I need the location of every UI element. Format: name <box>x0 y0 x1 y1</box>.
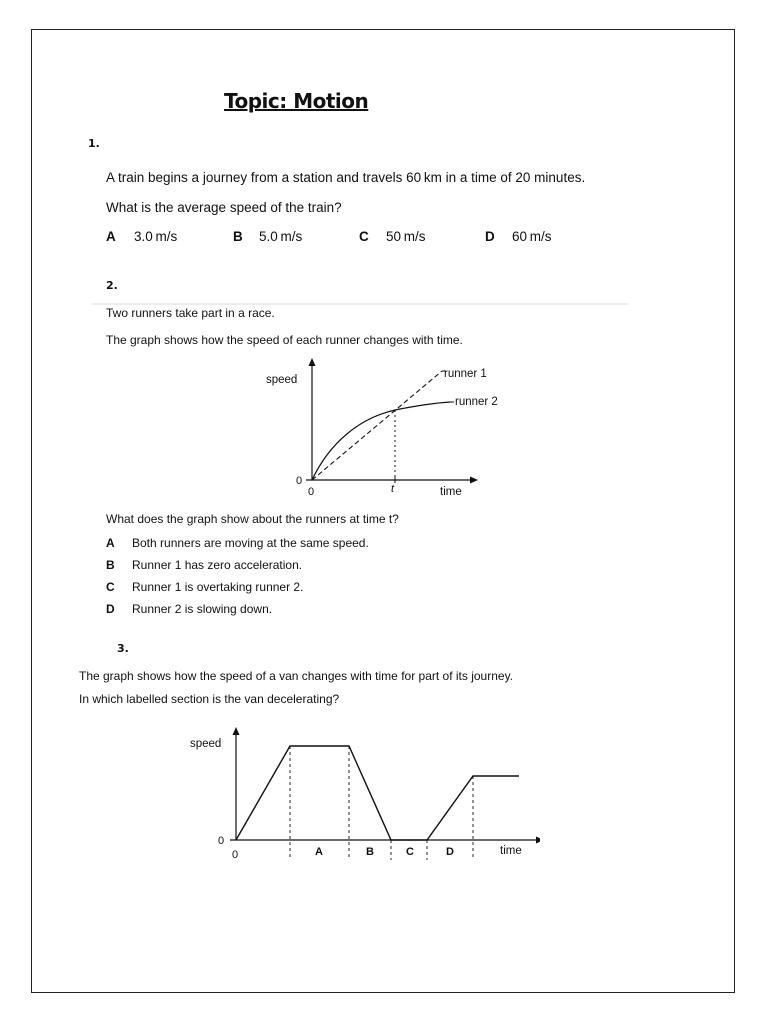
q2-option-d-text: Runner 2 is slowing down. <box>132 602 273 616</box>
y-axis-arrow <box>309 358 316 366</box>
question-1-text: A train begins a journey from a station and travels 60 km in a time of 20 minutes. <box>106 170 586 185</box>
question-2-number: 2. <box>106 279 118 292</box>
van-speed-time-graph <box>180 722 540 867</box>
q1-option-d-text: 60 m/s <box>512 229 552 244</box>
graph-2-xlabel: time <box>440 486 462 498</box>
runner-2-label: runner 2 <box>455 396 498 408</box>
question-2-graph-intro: The graph shows how the speed of each runner changes with time. <box>106 333 463 347</box>
q2-option-c-letter: C <box>106 580 115 594</box>
question-3-line-1: The graph shows how the speed of a van changes with time for part of its journey. <box>79 669 514 683</box>
van-speed-line <box>236 746 519 840</box>
runner-1-label: runner 1 <box>444 368 487 380</box>
q1-option-c-text: 50 m/s <box>386 229 426 244</box>
q1-option-b-letter: B <box>233 229 243 244</box>
q2-option-a-letter: A <box>106 536 115 550</box>
graph-2-origin-x: 0 <box>308 486 315 498</box>
runner-2-curve <box>312 402 450 480</box>
graph-2-tick-t: t <box>391 483 395 495</box>
divider <box>92 303 628 305</box>
page-title: Topic: Motion <box>224 89 369 113</box>
q1-option-a-text: 3.0 m/s <box>134 229 178 244</box>
question-2-intro: Two runners take part in a race. <box>106 306 275 320</box>
q1-option-a-letter: A <box>106 229 116 244</box>
section-d-label: D <box>446 846 454 858</box>
x-axis-arrow <box>536 837 540 844</box>
graph-2-ylabel: speed <box>266 374 298 386</box>
q2-option-d-letter: D <box>106 602 115 616</box>
question-3-number: 3. <box>117 642 129 655</box>
x-axis-arrow <box>470 477 478 484</box>
q1-option-b-text: 5.0 m/s <box>259 229 303 244</box>
runners-speed-time-graph <box>250 350 540 505</box>
question-1-prompt: What is the average speed of the train? <box>106 200 342 215</box>
section-c-label: C <box>406 846 414 858</box>
q2-option-a-text: Both runners are moving at the same speed. <box>132 536 369 550</box>
y-axis-arrow <box>233 727 240 735</box>
graph-2-origin-y: 0 <box>296 475 303 487</box>
q2-option-b-letter: B <box>106 558 115 572</box>
graph-3-origin-x: 0 <box>232 849 239 861</box>
graph-3-ylabel: speed <box>190 738 222 750</box>
runner-1-line <box>312 371 442 480</box>
q1-option-c-letter: C <box>359 229 369 244</box>
graph-3-origin-y: 0 <box>218 835 225 847</box>
q2-option-c-text: Runner 1 is overtaking runner 2. <box>132 580 304 594</box>
q1-option-d-letter: D <box>485 229 495 244</box>
question-3-line-2: In which labelled section is the van decelerating? <box>79 692 340 706</box>
section-a-label: A <box>315 846 323 858</box>
question-1-number: 1. <box>88 137 100 150</box>
section-b-label: B <box>366 846 374 858</box>
q2-option-b-text: Runner 1 has zero acceleration. <box>132 558 303 572</box>
graph-3-xlabel: time <box>500 845 522 857</box>
question-2-prompt: What does the graph show about the runners at time t? <box>106 512 399 526</box>
